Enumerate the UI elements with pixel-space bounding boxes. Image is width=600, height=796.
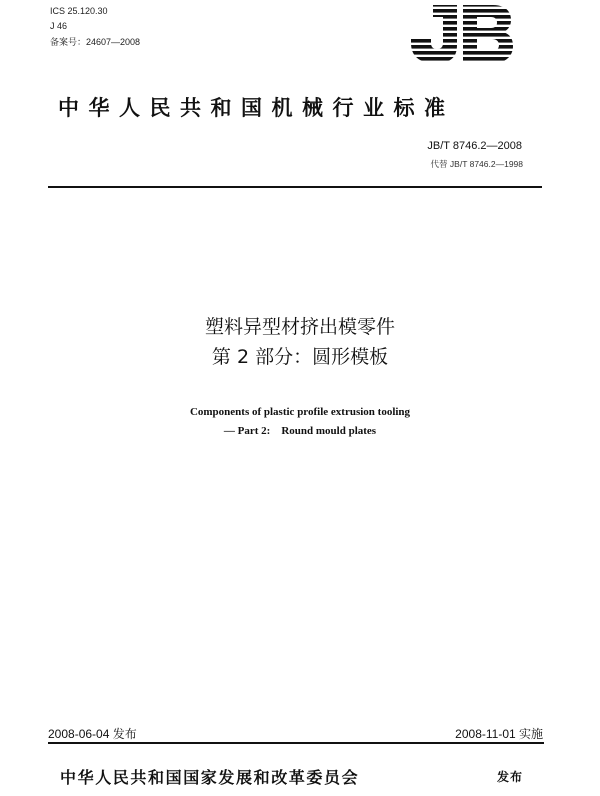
classification-code: J 46: [50, 21, 68, 31]
title-cn-line1: 塑料异型材挤出模零件: [204, 316, 395, 338]
ics-code: ICS 25.120.30: [50, 6, 108, 16]
record-number: 备案号：24607—2008: [50, 37, 141, 47]
replaced-standard: 代替 JB/T 8746.2—1998: [430, 159, 523, 169]
publish-date: 2008-06-04 发布: [48, 727, 137, 741]
implement-date: 2008-11-01 实施: [455, 727, 543, 741]
issue-label: 发布: [497, 770, 524, 784]
issuing-authority: 中华人民共和国国家发展和改革委员会: [60, 768, 360, 787]
title-en-line1: Components of plastic profile extrusion tooling: [189, 406, 411, 418]
industry-standard-title: 中华人民共和国机械行业标准: [58, 96, 455, 120]
standard-number: JB/T 8746.2—2008: [427, 140, 522, 152]
footer-divider: [48, 742, 544, 744]
header-divider: [48, 186, 542, 188]
title-en-line2: — Part 2: Round mould plates: [223, 425, 377, 437]
title-cn-line2: 第 2 部分：圆形模板: [211, 346, 389, 368]
jb-logo: [405, 3, 515, 65]
